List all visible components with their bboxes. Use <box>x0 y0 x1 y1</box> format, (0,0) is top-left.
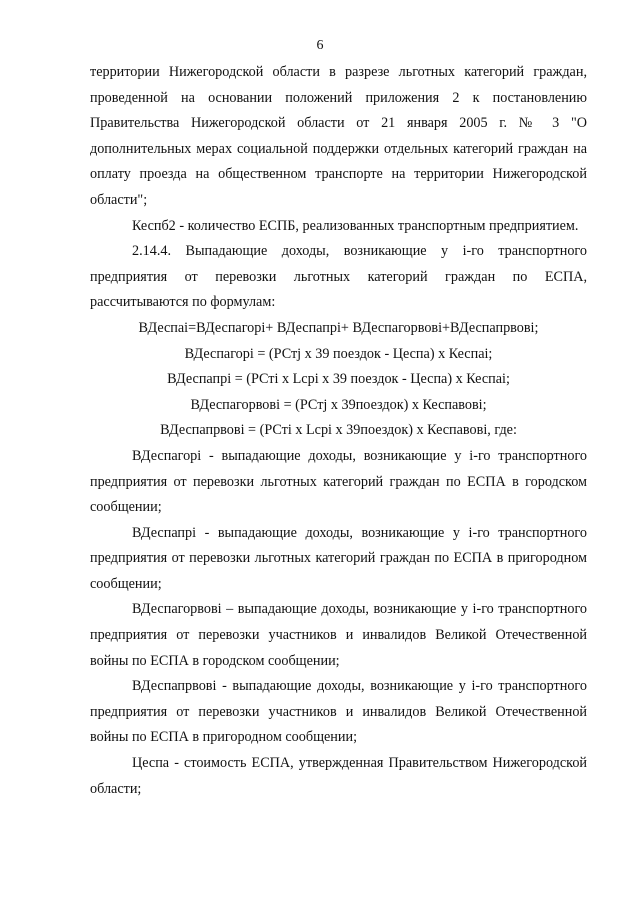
paragraph-kespb2-definition: Кеспб2 - количество ЕСПБ, реализованных транспортным предприятием. <box>132 217 579 234</box>
formula-city-veterans: ВДеспагорвовi = (РСтj x 39поездок) x Кеспавовi; <box>190 396 487 413</box>
formula-suburban-veterans: ВДеспапрвовi = (РСтi x Lcpi x 39поездок) x Кеспавовi, где: <box>160 422 517 439</box>
formula-city: ВДеспагорi = (РСтj x 39 поездок - Цеспа) x Кеспаi; <box>184 345 493 362</box>
definition-suburban-veterans: ВДеспапрвовi - выпадающие доходы, возникающие у i-го транспортного предприятия от перевозки участников и инвалидов Великой Отечественной войны по ЕСПА в пригородном сообщении; <box>90 678 587 746</box>
definition-city: ВДеспагорi - выпадающие доходы, возникающие у i-го транспортного предприятия от перевозки льготных категорий граждан по ЕСПА в городском сообщении; <box>90 447 587 516</box>
definition-city-veterans: ВДеспагорвовi – выпадающие доходы, возникающие у i-го транспортного предприятия от перевозки участников и инвалидов Великой Отечественной войны по ЕСПА в городском сообщении; <box>90 601 587 669</box>
formula-total: ВДеспаi=ВДеспагорi+ ВДеспапрi+ ВДеспагорвовi+ВДеспапрвовi; <box>138 319 539 336</box>
definition-suburban: ВДеспапрi - выпадающие доходы, возникающие у i-го транспортного предприятия от перевозки льготных категорий граждан по ЕСПА в пригородном сообщении; <box>90 524 587 592</box>
page-body <box>90 60 587 802</box>
definition-tsespa: Цеспа - стоимость ЕСПА, утвержденная Правительством Нижегородской области; <box>90 755 587 797</box>
paragraph-section-2-14-4: 2.14.4. Выпадающие доходы, возникающие у i-го транспортного предприятия от перевозки льготных категорий граждан по ЕСПА, рассчитываются по формулам: <box>90 243 587 311</box>
paragraph-continuation: территории Нижегородской области в разрезе льготных категорий граждан, проведенной на основании положений приложения 2 к постановлению Правительства Нижегородской области от 21 января 2005 г. № 3 "О дополнительных мерах социальной поддержки отдельных категорий граждан на оплату проезда на общественном транспорте на территории Нижегородской области"; <box>90 64 587 208</box>
formula-suburban: ВДеспапрi = (РСтi x Lcpi x 39 поездок - Цеспа) x Кеспаi; <box>167 371 510 388</box>
page-number: 6 <box>316 38 324 53</box>
